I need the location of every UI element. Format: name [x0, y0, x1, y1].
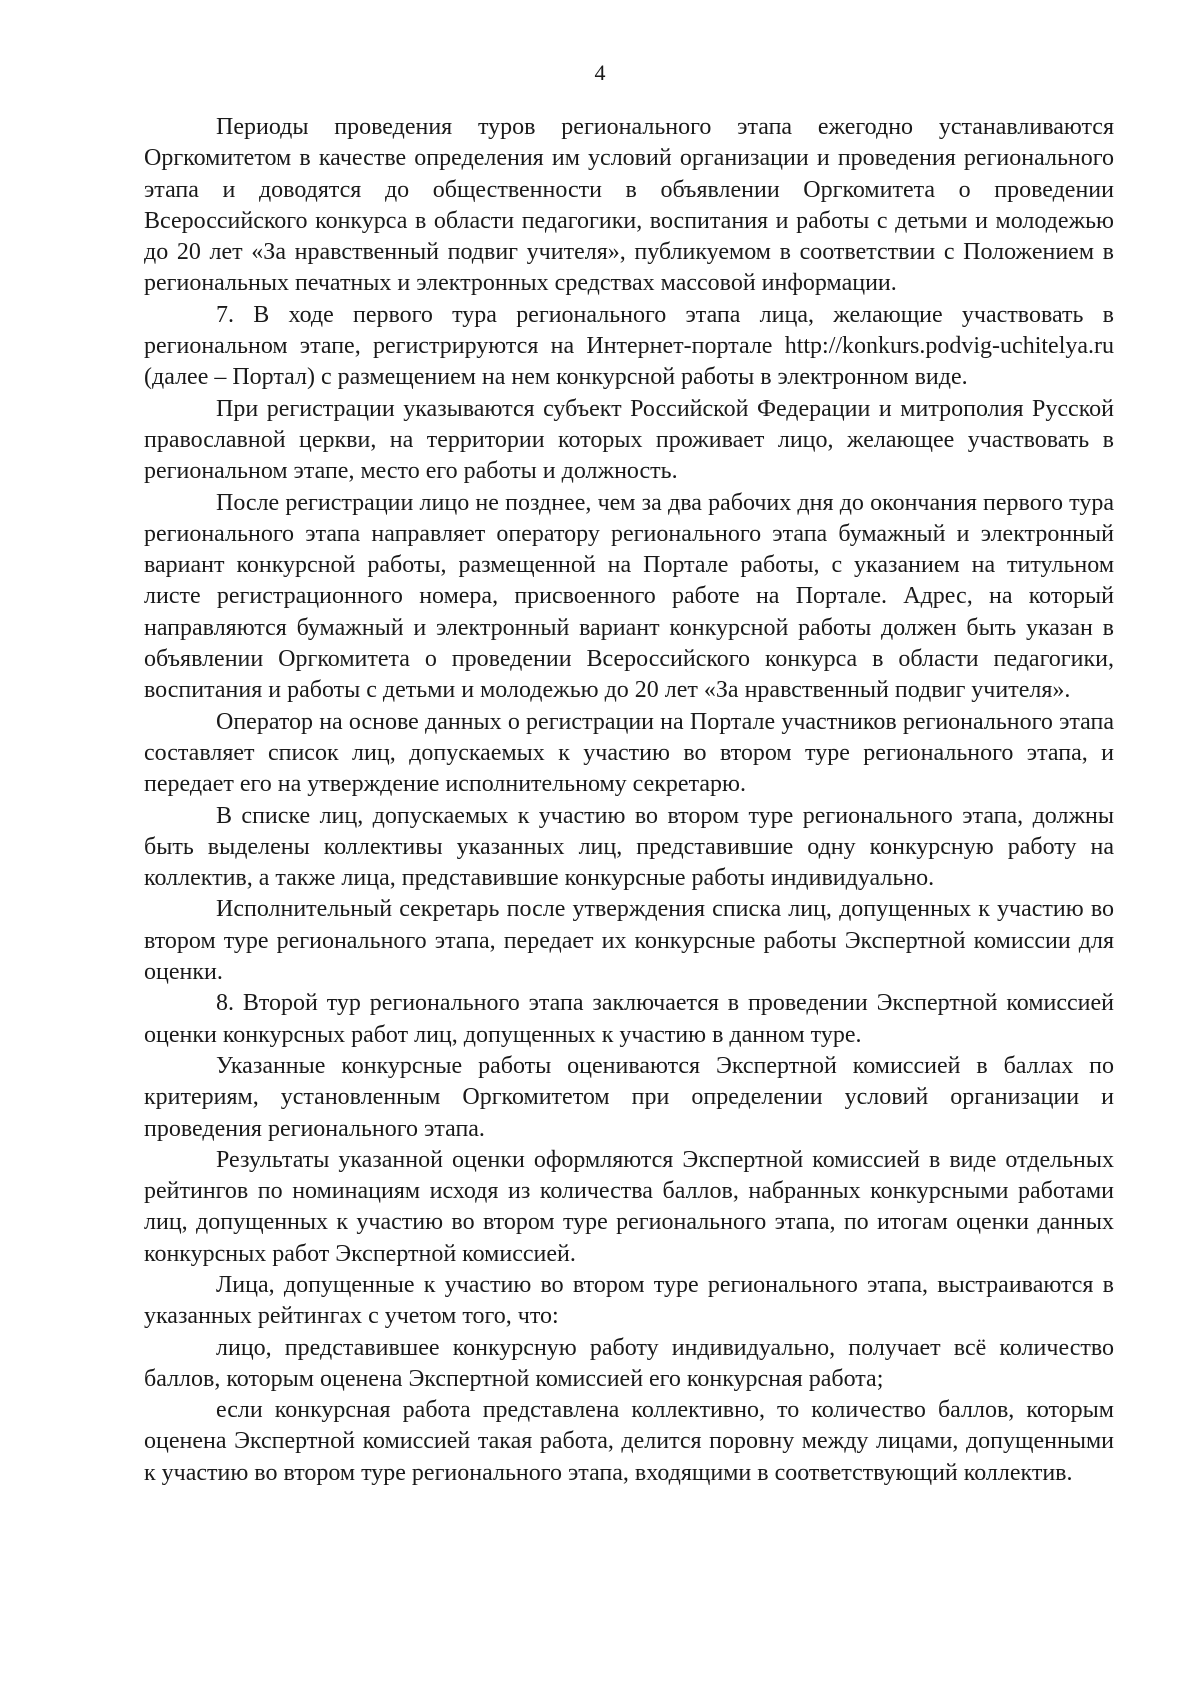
- paragraph: В списке лиц, допускаемых к участию во втором туре регионального этапа, должны быть выделены коллективы указанных лиц, представившие одну конкурсную работу на коллектив, а также лица, представившие конкурсные работы индивидуально.: [144, 802, 1114, 892]
- paragraph: Результаты указанной оценки оформляются Экспертной комиссией в виде отдельных рейтингов по номинациям исходя из количества баллов, набранных конкурсными работами лиц, допущенных к участию во втором туре регионального этапа, по итогам оценки данных конкурсных работ Экспертной комиссией.: [144, 1146, 1114, 1267]
- page-number: 4: [594, 60, 606, 85]
- paragraph: Указанные конкурсные работы оцениваются Экспертной комиссией в баллах по критериям, установленным Оргкомитетом при определении условий организации и проведения регионального этапа.: [144, 1052, 1114, 1142]
- paragraph: 8. Второй тур регионального этапа заключается в проведении Экспертной комиссией оценки конкурсных работ лиц, допущенных к участию в данном туре.: [144, 990, 1114, 1048]
- paragraph: лицо, представившее конкурсную работу индивидуально, получает всё количество баллов, которым оценена Экспертной комиссией его конкурсная работа;: [144, 1334, 1114, 1392]
- paragraph: Лица, допущенные к участию во втором туре регионального этапа, выстраиваются в указанных рейтингах с учетом того, что:: [144, 1271, 1114, 1330]
- paragraph: При регистрации указываются субъект Российской Федерации и митрополия Русской православной церкви, на территории которых проживает лицо, желающее участвовать в региональном этапе, место его работы и должность.: [144, 395, 1114, 485]
- paragraph: если конкурсная работа представлена коллективно, то количество баллов, которым оценена Экспертной комиссией такая работа, делится поровну между лицами, допущенными к участию во втором туре регионального этапа, входящими в соответствующий коллектив.: [144, 1397, 1114, 1486]
- document-body: [144, 112, 1114, 1489]
- paragraph: Периоды проведения туров регионального этапа ежегодно устанавливаются Оргкомитетом в качестве определения им условий организации и проведения регионального этапа и доводятся до общественности в объявлении Оргкомитета о проведении Всероссийского конкурса в области педагогики, воспитания и работы с детьми и молодежью до 20 лет «За нравственный подвиг учителя», публикуемом в соответствии с Положением в региональных печатных и электронных средствах массовой информации.: [144, 114, 1114, 297]
- paragraph: 7. В ходе первого тура регионального этапа лица, желающие участвовать в региональном этапе, регистрируются на Интернет-портале http://konkurs.podvig-uchitelya.ru (далее – Портал) с размещением на нем конкурсной работы в электронном виде.: [144, 301, 1114, 391]
- paragraph: Исполнительный секретарь после утверждения списка лиц, допущенных к участию во втором туре регионального этапа, передает их конкурсные работы Экспертной комиссии для оценки.: [144, 896, 1114, 986]
- paragraph: После регистрации лицо не позднее, чем за два рабочих дня до окончания первого тура регионального этапа направляет оператору регионального этапа бумажный и электронный вариант конкурсной работы, размещенной на Портале работы, с указанием на титульном листе регистрационного номера, присвоенного работе на Портале. Адрес, на который направляются бумажный и электронный вариант конкурсной работы должен быть указан в объявлении Оргкомитета о проведении Всероссийского конкурса в области педагогики, воспитания и работы с детьми и молодежью до 20 лет «За нравственный подвиг учителя».: [144, 489, 1114, 704]
- paragraph: Оператор на основе данных о регистрации на Портале участников регионального этапа составляет список лиц, допускаемых к участию во втором туре регионального этапа, и передает его на утверждение исполнительному секретарю.: [144, 708, 1114, 798]
